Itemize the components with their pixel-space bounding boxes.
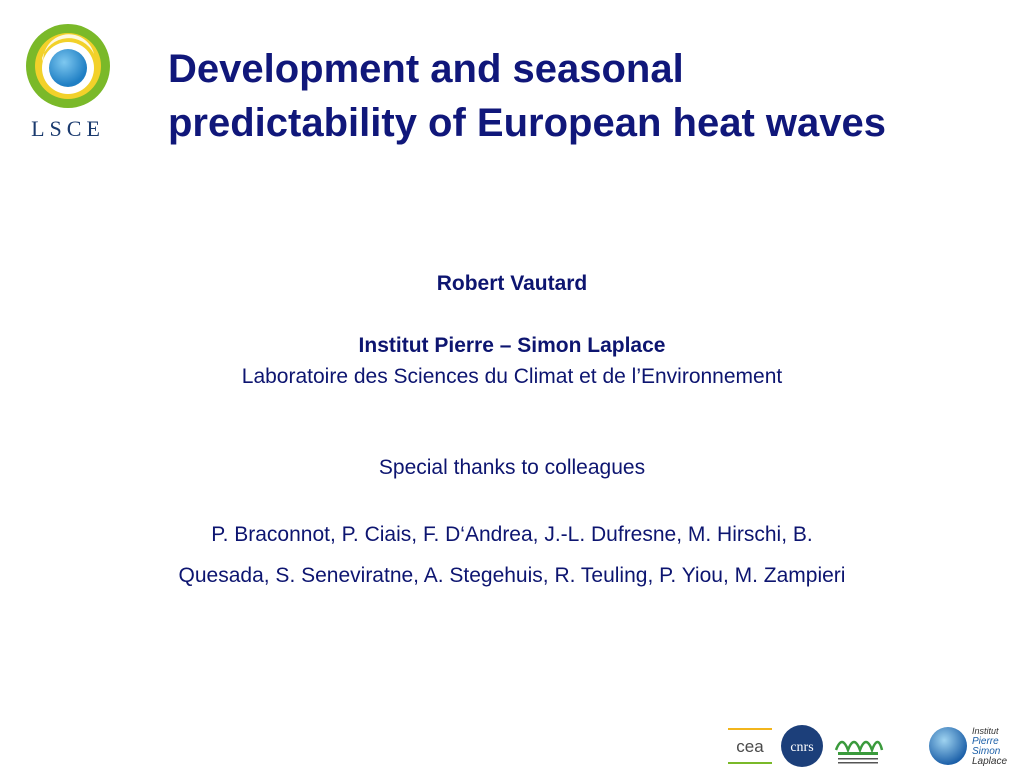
lsce-logo-text: LSCE	[31, 116, 105, 141]
cnrs-logo-text: cnrs	[790, 740, 814, 755]
colleagues-list	[0, 514, 1024, 596]
ipsl-logo	[928, 724, 1018, 768]
colleagues-line-1: P. Braconnot, P. Ciais, F. D‘Andrea, J.-L. Dufresne, M. Hirschi, B.	[211, 523, 813, 546]
cnrs-logo	[780, 724, 824, 768]
ipsl-text-3: Simon	[972, 746, 1001, 757]
cea-logo-text: cea	[736, 737, 764, 756]
lsce-emblem-icon	[22, 20, 114, 112]
ipsl-text-1: Institut	[972, 726, 999, 736]
thanks-text: Special thanks to colleagues	[378, 456, 646, 479]
institute-name: Institut Pierre – Simon Laplace	[358, 334, 666, 357]
partner-logos	[728, 722, 1018, 768]
uvsq-logo	[832, 726, 884, 768]
cea-logo	[728, 726, 772, 766]
laboratory-name: Laboratoire des Sciences du Climat et de l’Environnement	[241, 365, 783, 388]
lsce-logo	[22, 20, 114, 145]
slide-title	[168, 42, 1008, 150]
author-name: Robert Vautard	[436, 272, 588, 295]
title-line-2: predictability of European heat waves	[168, 101, 886, 145]
ipsl-text-4: Laplace	[972, 756, 1008, 767]
colleagues-line-2: Quesada, S. Seneviratne, A. Stegehuis, R. Teuling, P. Yiou, M. Zampieri	[178, 564, 846, 587]
title-line-1: Development and seasonal	[168, 47, 684, 91]
ipsl-text-2: Pierre	[972, 736, 999, 747]
